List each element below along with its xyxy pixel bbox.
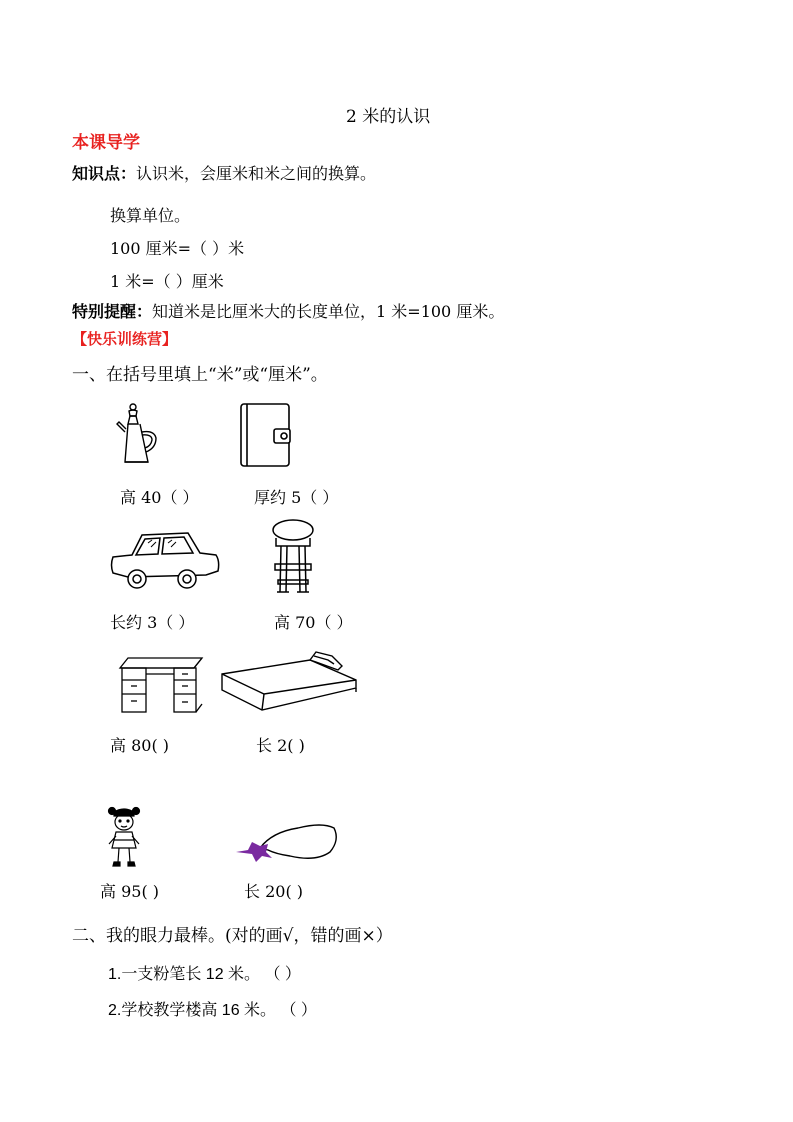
stool-icon	[268, 516, 318, 598]
item-label-car: 长约 3（ ）	[110, 613, 195, 632]
reminder-line	[72, 299, 504, 322]
item-label-kettle: 高 40（ ）	[120, 488, 199, 507]
item-label-book: 厚约 5（ ）	[254, 488, 339, 507]
desk-icon	[118, 656, 204, 714]
bed-icon	[218, 650, 360, 716]
section1-heading: 一、在括号里填上“米”或“厘米”。	[72, 365, 328, 385]
judge-item-2: 2.学校教学楼高 16 米。 （ ）	[108, 1002, 317, 1019]
conversion-line-2: 1 米=（ ）厘米	[110, 272, 224, 291]
judge-item-1: 1.一支粉笔长 12 米。 （ ）	[108, 966, 301, 983]
knowledge-text: 认识米，会厘米和米之间的换算。	[136, 164, 377, 183]
kettle-icon	[114, 402, 162, 468]
knowledge-line	[72, 161, 376, 184]
section2-heading: 二、我的眼力最棒。(对的画√，错的画×）	[72, 926, 393, 946]
knowledge-label: 知识点：	[72, 164, 137, 183]
girl-icon	[106, 806, 142, 868]
reminder-label: 特别提醒：	[72, 302, 153, 321]
book-icon	[238, 401, 294, 469]
camp-heading: 【快乐训练营】	[72, 330, 178, 348]
item-label-eggplant: 长 20( )	[244, 882, 304, 901]
eggplant-icon	[232, 818, 342, 864]
unit-title: 换算单位。	[110, 206, 191, 225]
item-label-desk: 高 80( )	[110, 736, 170, 755]
reminder-text: 知道米是比厘米大的长度单位，1 米=100 厘米。	[152, 302, 505, 321]
conversion-line-1: 100 厘米=（ ）米	[110, 239, 245, 258]
item-label-stool: 高 70（ ）	[274, 613, 353, 632]
car-icon	[108, 527, 222, 595]
item-label-girl: 高 95( )	[100, 882, 160, 901]
page-title: 2 米的认识	[346, 107, 431, 127]
guide-heading: 本课导学	[72, 133, 140, 153]
item-label-bed: 长 2( )	[256, 736, 305, 755]
